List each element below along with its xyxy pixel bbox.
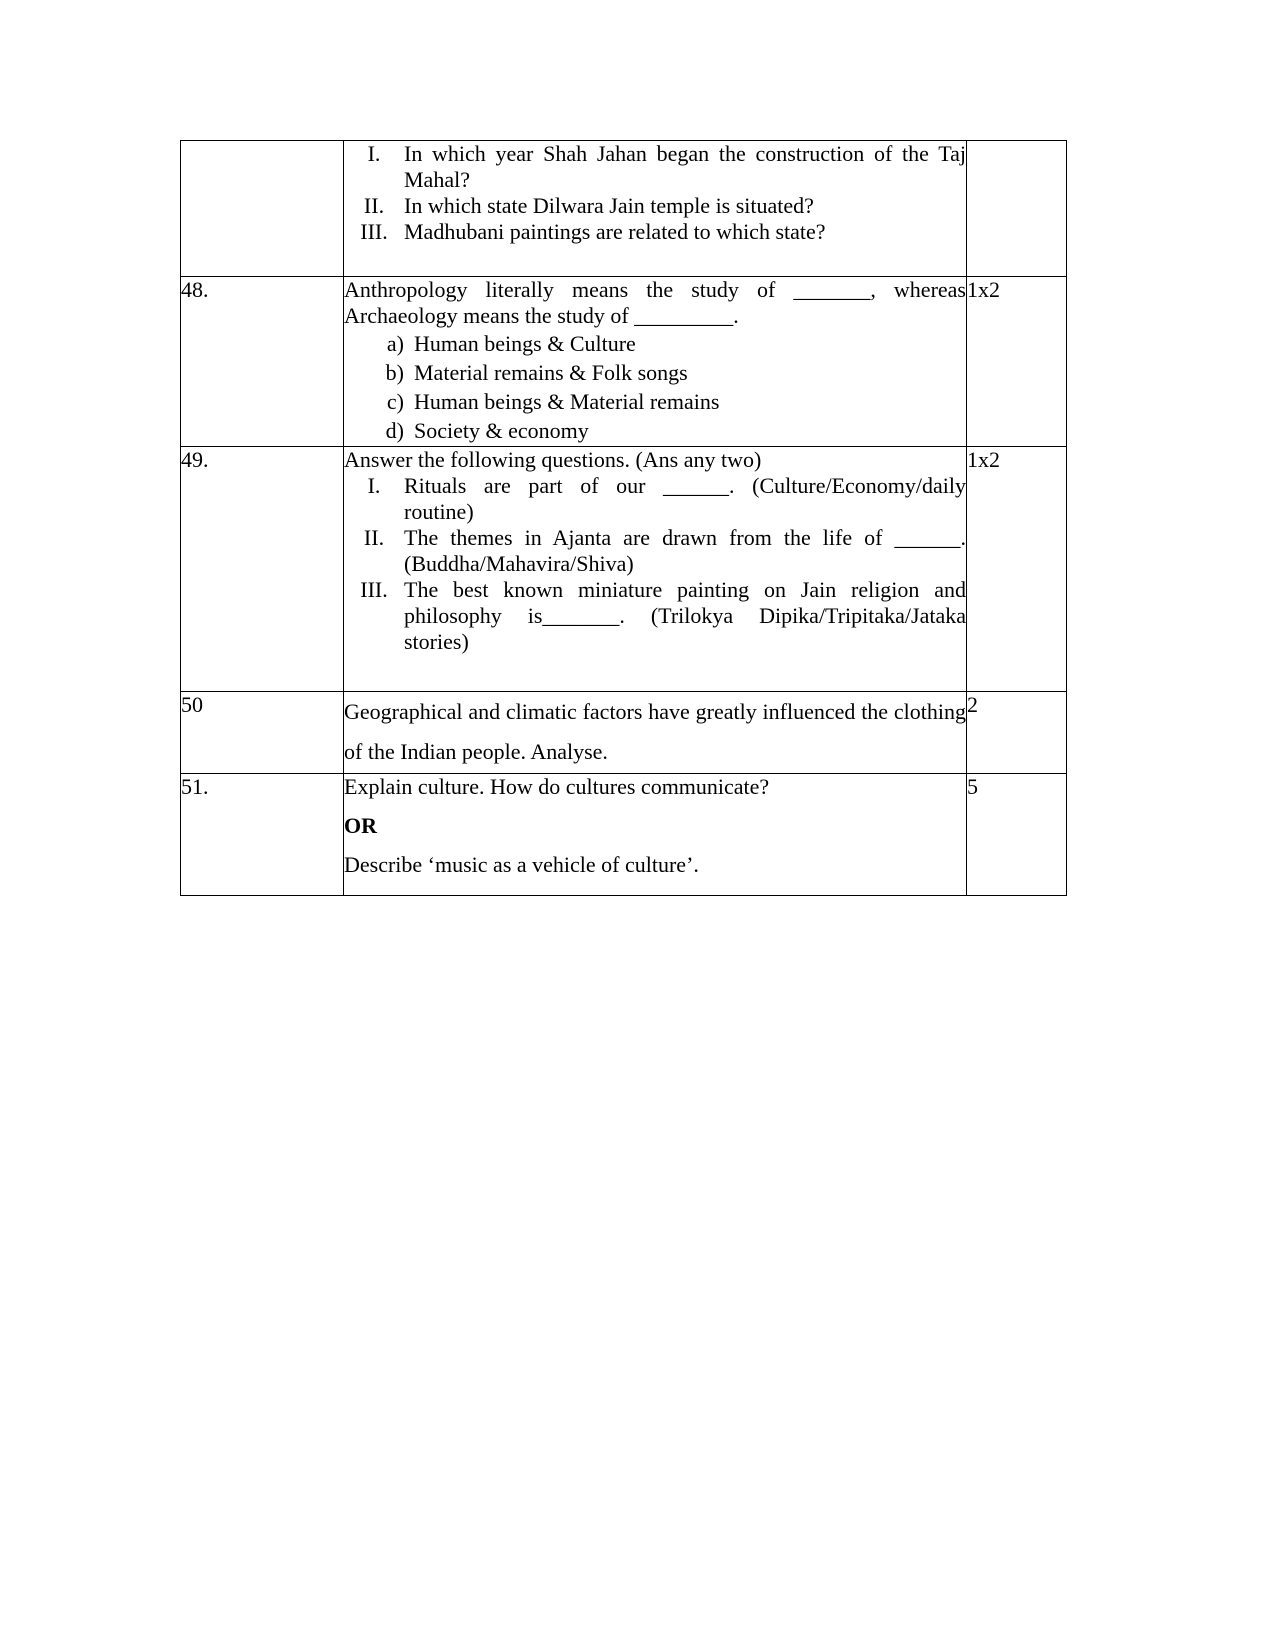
option-text: Society & economy [414, 418, 589, 443]
sub-question-label: III. [360, 577, 388, 602]
option [344, 387, 966, 416]
table-row [181, 774, 1067, 896]
option-label: c) [386, 389, 404, 414]
sub-question [344, 219, 966, 245]
option-text: Human beings & Culture [414, 331, 636, 356]
question-text: Anthropology literally means the study of _______, whereas Archaeology means the study of _________. [344, 277, 966, 328]
sub-question-label: III. [360, 219, 388, 244]
question-text-cell [344, 774, 967, 896]
question-number: 49. [181, 447, 344, 692]
question-text-cell [344, 277, 967, 447]
or-label: OR [344, 813, 377, 838]
sub-question-text: The best known miniature painting on Jain religion and philosophy is_______. (Trilokya Dipika/Tripitaka/Jataka stories) [404, 577, 966, 654]
option-text: Human beings & Material remains [414, 389, 720, 414]
question-paper-page [180, 140, 1066, 896]
sub-question-text: Rituals are part of our ______. (Culture/Economy/daily routine) [404, 473, 966, 524]
table-row [181, 447, 1067, 692]
sub-question [344, 577, 966, 655]
alt-question-text: Describe ‘music as a vehicle of culture’. [344, 852, 699, 877]
sub-question-label: II. [363, 193, 385, 218]
sub-question-text: The themes in Ajanta are drawn from the life of ______. (Buddha/Mahavira/Shiva) [404, 525, 966, 576]
sub-question [344, 525, 966, 577]
sub-question-label: II. [363, 525, 385, 550]
option-label: a) [386, 331, 404, 356]
option [344, 416, 966, 445]
question-number [181, 141, 344, 277]
marks-cell: 5 [967, 774, 1067, 896]
sub-question-label: I. [367, 473, 381, 498]
sub-question [344, 473, 966, 525]
option-text: Material remains & Folk songs [414, 360, 688, 385]
sub-question-text: In which year Shah Jahan began the construction of the Taj Mahal? [404, 141, 966, 192]
question-text-cell [344, 692, 967, 774]
option-label: b) [385, 360, 404, 385]
table-row [181, 141, 1067, 277]
question-table [180, 140, 1067, 896]
question-text: Explain culture. How do cultures communicate? [344, 774, 770, 799]
question-text-cell [344, 447, 967, 692]
option [344, 329, 966, 358]
sub-question-text: Madhubani paintings are related to which state? [404, 219, 826, 244]
question-number: 50 [181, 692, 344, 774]
question-number: 51. [181, 774, 344, 896]
table-row [181, 277, 1067, 447]
option [344, 358, 966, 387]
marks-cell [967, 141, 1067, 277]
marks-cell: 1x2 [967, 277, 1067, 447]
sub-question-text: In which state Dilwara Jain temple is situated? [404, 193, 814, 218]
question-text-cell [344, 141, 967, 277]
question-text: Geographical and climatic factors have greatly influenced the clothing of the Indian people. Analyse. [344, 699, 966, 764]
marks-cell: 2 [967, 692, 1067, 774]
sub-question [344, 193, 966, 219]
table-row [181, 692, 1067, 774]
option-label: d) [385, 418, 404, 443]
question-text: Answer the following questions. (Ans any two) [344, 447, 762, 472]
sub-question [344, 141, 966, 193]
marks-cell: 1x2 [967, 447, 1067, 692]
sub-question-label: I. [367, 141, 381, 166]
question-number: 48. [181, 277, 344, 447]
